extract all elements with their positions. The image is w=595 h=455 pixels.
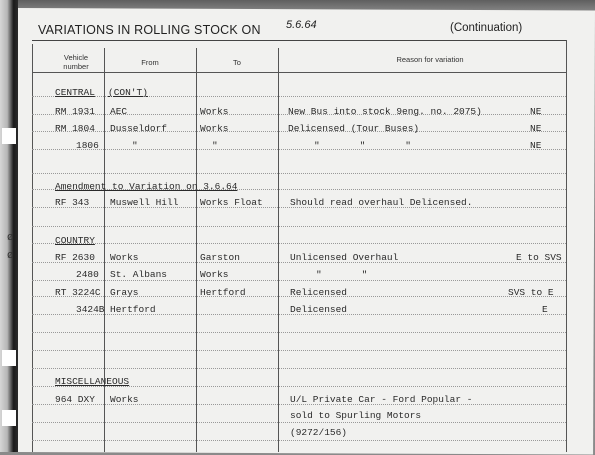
column-header-reason: Reason for variation [396, 55, 464, 64]
row-rule [32, 422, 566, 423]
from-value: AEC [110, 106, 128, 117]
from-value: Works [110, 394, 139, 405]
margin-mark: ø [7, 250, 14, 262]
reason-value: (9272/156) [290, 427, 348, 438]
to-value: Works [200, 106, 229, 117]
section-heading-country: COUNTRY [55, 235, 95, 246]
code-value: E [542, 304, 548, 315]
reason-value: Delicensed (Tour Buses) [288, 123, 420, 134]
section-heading-miscellaneous: MISCELLANEOUS [55, 376, 130, 387]
vehicle-number: RT 3224C [55, 287, 101, 298]
header-rule [32, 40, 566, 41]
code-value: NE [530, 106, 542, 117]
row-rule [32, 332, 566, 333]
from-value: Muswell Hill [110, 197, 179, 208]
from-value: Dusseldorf [110, 123, 168, 134]
column-rule [278, 48, 279, 452]
vehicle-number: 3424B [76, 304, 105, 315]
vehicle-number: 1806 [76, 140, 99, 151]
reason-value: U/L Private Car - Ford Popular - [290, 394, 473, 405]
reason-value: Relicensed [290, 287, 348, 298]
vehicle-number: RF 343 [55, 197, 90, 208]
vehicle-number: 964 DXY [55, 394, 95, 405]
column-header-vehicle: Vehicle number [63, 53, 89, 71]
section-heading-central: CENTRAL [55, 87, 95, 98]
reason-value: New Bus into stock 9eng. no. 2075) [288, 106, 482, 117]
vehicle-number: 2480 [76, 269, 99, 280]
to-value: Works Float [200, 197, 263, 208]
vehicle-number: RF 2630 [55, 252, 95, 263]
edge-mark [2, 128, 16, 144]
row-rule [32, 243, 566, 244]
to-value: Hertford [200, 287, 246, 298]
ledger-sheet [16, 8, 595, 455]
binding-edge [0, 0, 18, 452]
row-rule [32, 440, 566, 441]
to-value: Works [200, 269, 229, 280]
code-value: SVS to E [508, 287, 554, 298]
row-rule [32, 350, 566, 351]
code-value: NE [530, 140, 542, 151]
column-rule [566, 40, 567, 452]
edge-mark [2, 410, 16, 426]
to-value: Garston [200, 252, 240, 263]
row-rule [32, 149, 566, 150]
column-header-to: To [233, 58, 241, 67]
row-rule [32, 173, 566, 174]
reason-value: " " " [314, 140, 411, 151]
continuation-label: (Continuation) [450, 22, 523, 34]
row-rule [32, 368, 566, 369]
column-rule [196, 48, 197, 452]
code-value: E to SVS [516, 252, 562, 263]
column-header-from: From [141, 58, 159, 67]
sheet-date: 5.6.64 [286, 19, 317, 31]
row-rule [32, 226, 566, 227]
to-value: Works [200, 123, 229, 134]
code-value: NE [530, 123, 542, 134]
row-rule [32, 280, 566, 281]
reason-value: Delicensed [290, 304, 348, 315]
from-value: St. Albans [110, 269, 168, 280]
sheet-title: VARIATIONS IN ROLLING STOCK ON [38, 23, 261, 37]
header-bottom-rule [32, 72, 566, 73]
vehicle-number: RM 1931 [55, 106, 95, 117]
reason-value: Should read overhaul Delicensed. [290, 197, 473, 208]
from-value: Hertford [110, 304, 156, 315]
section-heading-cont: (CON'T) [108, 87, 148, 98]
reason-value: " " [316, 269, 368, 280]
reason-value: Unlicensed Overhaul [290, 252, 399, 263]
reason-value: sold to Spurling Motors [290, 410, 422, 421]
edge-mark [2, 350, 16, 366]
from-value: Works [110, 252, 139, 263]
section-heading-amendment: Amendment to Variation on 3.6.64 [55, 181, 238, 192]
column-rule [32, 44, 33, 452]
column-rule [104, 48, 105, 452]
from-value: " [132, 140, 138, 151]
to-value: " [212, 140, 218, 151]
margin-mark: ø [7, 232, 14, 244]
from-value: Grays [110, 287, 139, 298]
vehicle-number: RM 1804 [55, 123, 95, 134]
